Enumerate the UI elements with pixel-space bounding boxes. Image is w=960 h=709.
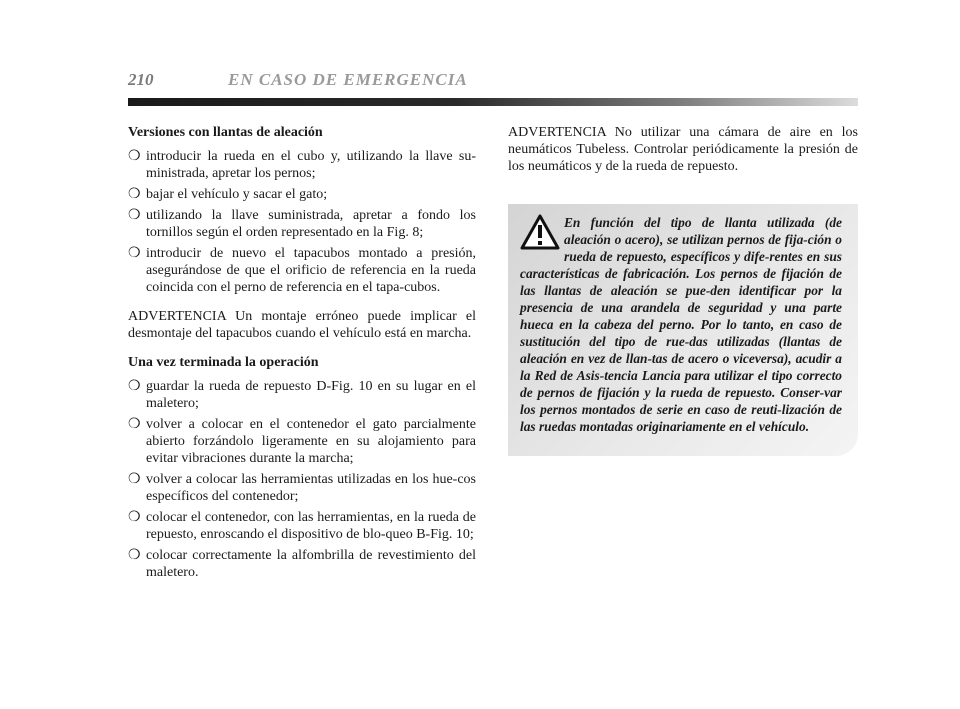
list-item: ❍ volver a colocar en el contenedor el gato parcialmente abierto forzándolo ligeramente en su alojamiento para evitar vibraciones durante la marcha; [128,417,476,466]
list-item: ❍ guardar la rueda de repuesto D-Fig. 10 en su lugar en el maletero; [128,379,476,411]
warning-box [508,204,858,456]
bullet-icon: ❍ [128,208,141,223]
list-item: ❍ colocar el contenedor, con las herramientas, en la rueda de repuesto, enroscando el dispositivo de blo-queo B-Fig. 10; [128,510,476,542]
bullet-icon: ❍ [128,472,141,487]
section-title: EN CASO DE EMERGENCIA [228,70,468,89]
list-item: ❍ utilizando la llave suministrada, apretar a fondo los tornillos según el orden representado en la Fig. 8; [128,208,476,240]
heading-alloy-versions: Versiones con llantas de aleación [128,125,323,140]
left-column [128,124,476,593]
heading-after-operation: Una vez terminada la operación [128,355,319,370]
list-item: ❍ colocar correctamente la alfombrilla de revestimiento del maletero. [128,548,476,580]
list-item: ❍ introducir de nuevo el tapacubos montado a presión, asegurándose de que el orificio de referencia en la rueda coincida con el perno de referencia en el tapa-cubos. [128,246,476,295]
tubeless-warning-paragraph: ADVERTENCIA No utilizar una cámara de aire en los neumáticos Tubeless. Controlar periódicamente la presión de los neumáticos y de la rueda de repuesto. [508,125,858,174]
page-header [128,70,858,90]
bullet-icon: ❍ [128,510,141,525]
header-rule [128,98,858,106]
bullet-icon: ❍ [128,246,141,261]
page-number: 210 [128,70,154,89]
after-steps-list [128,378,476,581]
bullet-icon: ❍ [128,187,141,202]
warning-box-text: En función del tipo de llanta utilizada (de aleación o acero), se utilizan pernos de fija-ción o rueda de repuesto, específicos y dife-rentes en sus características de fabricación. Los pernos de fijación de las llantas de aleación se pue-den identificar por la presencia de una arandela de seguridad y una parte hueca en la cabeza del perno. Por lo tanto, en caso de sustitución del tipo de rue-das utilizadas (llantas de aleación en vez de llan-tas de acero o viceversa), acudir a la Red de Asis-tencia Lancia para utilizar el tipo correcto de pernos de fijación y la rueda de repuesto. Conser-var los pernos montados de serie en caso de reuti-lización de las ruedas montadas originariamente en el vehículo. [520,215,842,434]
list-item: ❍ introducir la rueda en el cubo y, utilizando la llave su-ministrada, apretar los pernos; [128,149,476,181]
alloy-steps-list [128,148,476,296]
list-item: ❍ bajar el vehículo y sacar el gato; [128,187,328,202]
bullet-icon: ❍ [128,417,141,432]
warning-paragraph: ADVERTENCIA Un montaje erróneo puede implicar el desmontaje del tapacubos cuando el vehículo está en marcha. [128,309,476,341]
bullet-icon: ❍ [128,548,141,563]
bullet-icon: ❍ [128,149,141,164]
list-item: ❍ volver a colocar las herramientas utilizadas en los hue-cos específicos del contenedor; [128,472,476,504]
bullet-icon: ❍ [128,379,141,394]
right-column [508,124,858,187]
